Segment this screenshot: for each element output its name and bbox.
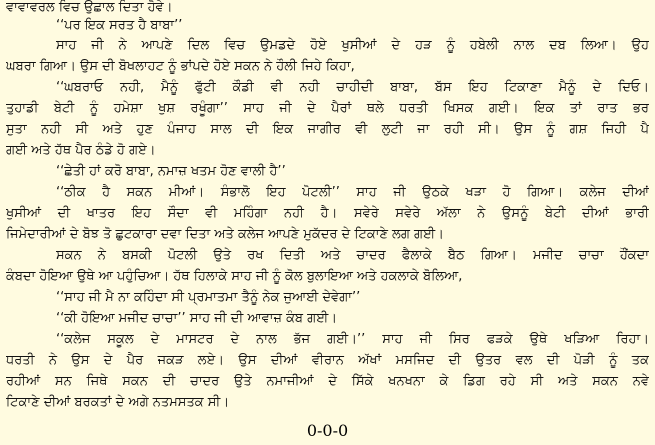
text-line: ‘‘ਕੀ ਹੋਇਆ ਮਜੀਦ ਚਾਚਾ’’ ਸਾਹ ਜੀ ਦੀ ਆਵਾਜ਼ ਕੰਬ ਗਈ। [56,311,338,326]
text-line: ‘‘ਕਲੇਜ ਸਕੂਲ ਦੇ ਮਾਸਟਰ ਦੇ ਨਾਲ ਭੱਜ ਗਈ।’’ ਸਾਹ ਜੀ ਸਿਰ ਫੜਕੇ ਉਥੇ ਖੜਿਆ ਰਿਹਾ। [56,332,649,347]
text-line: ਸੁਤਾ ਨਹੀ ਸੀ ਅਤੇ ਹੁਣ ਪੰਜਾਹ ਸਾਲ ਦੀ ਇਕ ਜਾਗੀਰ ਵੀ ਲੁਟੀ ਜਾ ਰਹੀ ਸੀ। ਉਸ ਨੂੰ ਗਸ਼ ਜਿਹੀ ਪੈ [6,122,649,137]
text-line: ਸਕਨ ਨੇ ਬਸਕੀ ਪੋਟਲੀ ਉਤੇ ਰਖ ਦਿਤੀ ਅਤੇ ਚਾਦਰ ਫੈਲਾਕੇ ਬੈਠ ਗਿਆ। ਮਜੀਦ ਚਾਚਾ ਹੌਂਕਦਾ [56,248,649,263]
text-line: ਜਿਮੇਦਾਰੀਆਂ ਦੇ ਬੋਝ ਤੋ ਛੁਟਕਾਰਾ ਦਵਾ ਦਿਤਾ ਅਤੇ ਕਲੇਜ ਆਪਣੇ ਮੁਕੱਦਰ ਦੇ ਟਿਕਾਣੇ ਲਗ ਗਈ। [6,227,444,242]
text-line: ਰਹੀਆਂ ਸਨ ਜਿਥੇ ਸਕਨ ਦੀ ਚਾਦਰ ਉਤੇ ਨਮਾਜੀਆਂ ਦੇ ਸਿੱਕੇ ਖਨਖਨਾ ਕੇ ਡਿਗ ਰਹੇ ਸੀ ਅਤੇ ਸਕਨ ਨਵੇ [6,374,649,389]
text-line: ‘‘ਛੇਤੀ ਹਾਂ ਕਰੋ ਬਾਬਾ, ਨਮਾਜ਼ ਖਤਮ ਹੋਣ ਵਾਲੀ ਹੈ’’ [56,164,286,179]
text-line: ‘‘ਘਬਰਾਓ ਨਹੀ, ਮੈਨੂੰ ਫੁੱਟੀ ਕੌਡੀ ਵੀ ਨਹੀ ਚਾਹੀਦੀ ਬਾਬਾ, ਬੱਸ ਇਹ ਟਿਕਾਣਾ ਮੈਨੂੰ ਦੇ ਦਿਓ। [56,80,649,95]
text-line: ‘‘ਪਰ ਇਕ ਸਰਤ ਹੈ ਬਾਬਾ’’ [56,18,183,33]
text-line: ਵਾਵਾਵਰਲ ਵਿਚ ਉਛਾਲ ਦਿਤਾ ਹੋਵੇ। [6,0,173,15]
text-line: ‘‘ਠੀਕ ਹੈ ਸਕਨ ਮੀਆਂ। ਸੰਭਾਲੋ ਇਹ ਪੋਟਲੀ’’ ਸਾਹ ਜੀ ਉਠਕੇ ਖੜਾ ਹੋ ਗਿਆ। ਕਲੇਜ ਦੀਆਂ [56,185,649,200]
text-line: ਟਿਕਾਣੇ ਦੀਆਂ ਬਰਕਤਾਂ ਦੇ ਅਗੇ ਨਤਮਸਤਕ ਸੀ। [6,395,230,410]
text-line: ਗਈ ਅਤੇ ਹੱਥ ਪੈਰ ਠੰਡੇ ਹੋ ਗਏ। [6,143,156,158]
text-line: ਧਰਤੀ ਨੇ ਉਸ ਦੇ ਪੈਰ ਜਕੜ ਲਏ। ਉਸ ਦੀਆਂ ਵੀਰਾਨ ਅੱਖਾਂ ਮਸਜਿਦ ਦੀ ਉਤਰ ਵਲ ਦੀ ਪੋੜੀ ਨੂੰ ਤਕ [6,353,649,368]
text-line: ਕੰਬਦਾ ਹੋਇਆ ਉਥੇ ਆ ਪਹੁੰਚਿਆ। ਹੱਥ ਹਿਲਾਕੇ ਸਾਹ ਜੀ ਨੂੰ ਕੋਲ ਬੁਲਾਇਆ ਅਤੇ ਹਕਲਾਕੇ ਬੋਲਿਆ, [6,269,463,284]
text-line: ‘‘ਸਾਹ ਜੀ ਮੈ ਨਾ ਕਹਿੰਦਾ ਸੀ ਪ੍ਰਮਾਤਮਾ ਤੈਨੂੰ ਨੇਕ ਜੁਆਈ ਦੇਵੇਗਾ’’ [56,290,361,305]
section-end-mark: 0-0-0 [306,421,349,440]
text-line: ਤੁਹਾਡੀ ਬੇਟੀ ਨੂੰ ਹਮੇਸ਼ਾ ਖੁਸ਼ ਰਖੂੰਗਾ’’ ਸਾਹ ਜੀ ਦੇ ਪੈਰਾਂ ਥਲੇ ਧਰਤੀ ਖਿਸਕ ਗਈ। ਇਕ ਤਾਂ ਰਾਤ ਭਰ [6,101,649,116]
text-line: ਖੁਸੀਆਂ ਦੀ ਖਾਤਰ ਇਹ ਸੌਦਾ ਵੀ ਮਹਿੰਗਾ ਨਹੀ ਹੈ। ਸਵੇਰੇ ਸਵੇਰੇ ਅੱਲਾ ਨੇ ਉਸਨੂੰ ਬੇਟੀ ਦੀਆਂ ਭਾਰੀ [6,206,649,221]
text-line: ਘਬਰਾ ਗਿਆ। ਉਸ ਦੀ ਬੋਖਲਾਹਟ ਨੂੰ ਭਾਂਪਦੇ ਹੋਏ ਸਕਨ ਨੇ ਹੌਲੀ ਜਿਹੇ ਕਿਹਾ, [6,59,355,74]
text-line: ਸਾਹ ਜੀ ਨੇ ਆਪਣੇ ਦਿਲ ਵਿਚ ਉਮਡਦੇ ਹੋਏ ਖੁਸੀਆਂ ਦੇ ਹੜ ਨੂੰ ਹਬੇਲੀ ਨਾਲ ਦਬ ਲਿਆ। ਉਹ [56,38,649,53]
